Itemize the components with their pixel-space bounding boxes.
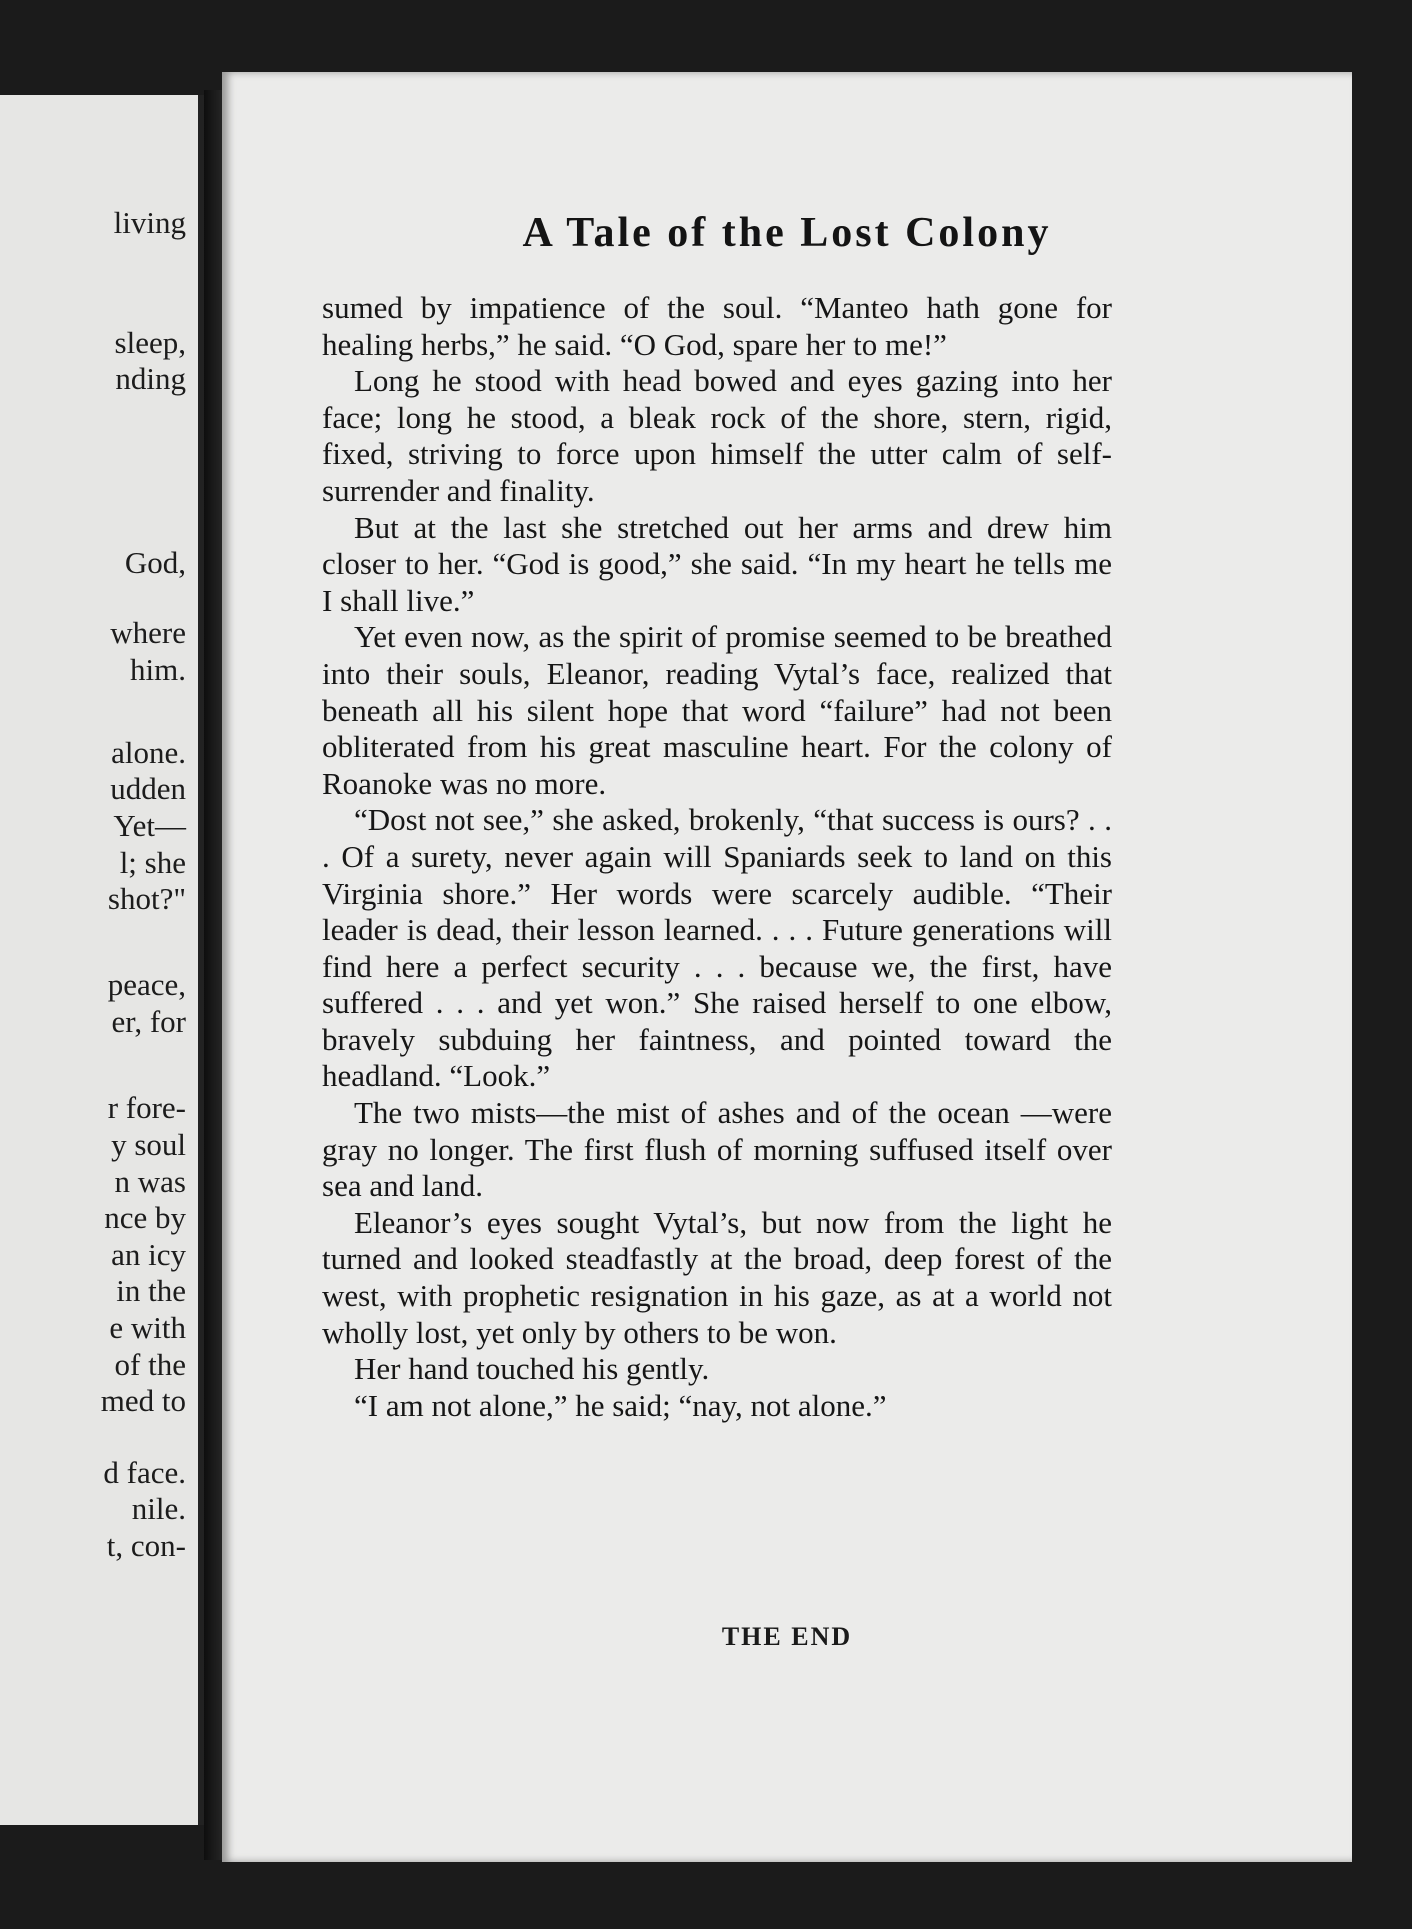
left-page-line: nile. bbox=[131, 1491, 186, 1526]
left-page-line: r fore- bbox=[107, 1090, 186, 1125]
left-facing-page bbox=[0, 95, 204, 1825]
paragraph: “Dost not see,” she asked, brokenly, “that success is ours? . . . Of a surety, never again will Spaniards seek to land on this Virginia shore.” Her words were scarcely audible. “Their leader is dead, their lesson learned. . . . Future generations will find here a perfect security . . . because we, the first, have suffered . . . and yet won.” She raised herself to one elbow, bravely subduing her faintness, and pointed toward the headland. “Look.” bbox=[322, 802, 1112, 1094]
left-page-line: God, bbox=[124, 545, 186, 580]
body-text bbox=[322, 290, 1112, 1424]
paragraph: Long he stood with head bowed and eyes gazing into her face; long he stood, a bleak rock of the shore, stern, rigid, fixed, striving to force upon himself the utter calm of self-surrender and finality. bbox=[322, 363, 1112, 508]
paragraph: Her hand touched his gently. bbox=[354, 1351, 710, 1387]
left-page-line: udden bbox=[110, 771, 186, 806]
left-page-line: d face. bbox=[103, 1455, 186, 1490]
paragraph: The two mists—the mist of ashes and of the ocean —were gray no longer. The first flush of morning suffused itself over sea and land. bbox=[322, 1095, 1112, 1204]
paragraph: But at the last she stretched out her arms and drew him closer to her. “God is good,” she said. “In my heart he tells me I shall live.” bbox=[322, 509, 1112, 618]
left-page-line: sleep, bbox=[114, 325, 186, 360]
left-page-line: peace, bbox=[107, 967, 186, 1002]
end-marker: THE END bbox=[721, 1622, 853, 1651]
left-page-line: med to bbox=[100, 1383, 186, 1418]
running-header: A Tale of the Lost Colony bbox=[522, 210, 1052, 256]
left-page-line: him. bbox=[130, 652, 186, 687]
left-page-line: shot?" bbox=[107, 881, 186, 916]
left-page-line: nce by bbox=[104, 1200, 186, 1235]
paragraph: Yet even now, as the spirit of promise seemed to be breathed into their souls, Eleanor, reading Vytal’s face, realized that beneath all his silent hope that word “failure” had not been obliterated from his great masculine heart. For the colony of Roanoke was no more. bbox=[322, 619, 1112, 801]
paragraph: Eleanor’s eyes sought Vytal’s, but now from the light he turned and looked steadfastly at the broad, deep forest of the west, with prophetic resignation in his gaze, as at a world not wholly lost, yet only by others to be won. bbox=[322, 1204, 1112, 1350]
left-page-line: of the bbox=[114, 1347, 186, 1382]
left-page-line: Yet— bbox=[113, 808, 186, 843]
left-page-line: e with bbox=[109, 1310, 186, 1345]
left-page-line: nding bbox=[115, 361, 186, 396]
left-page-line: n was bbox=[114, 1164, 186, 1199]
left-page-line: l; she bbox=[119, 845, 186, 880]
left-page-line: er, for bbox=[111, 1004, 186, 1039]
left-page-line: in the bbox=[116, 1273, 186, 1308]
paragraph: “I am not alone,” he said; “nay, not alone.” bbox=[354, 1387, 887, 1423]
left-page-line: alone. bbox=[111, 735, 186, 770]
left-page-line: t, con- bbox=[106, 1528, 186, 1563]
left-page-line: an icy bbox=[111, 1237, 186, 1272]
paragraph: sumed by impatience of the soul. “Manteo hath gone for healing herbs,” he said. “O God, spare her to me!” bbox=[322, 290, 1112, 362]
left-page-line: living bbox=[113, 205, 186, 240]
left-page-line: y soul bbox=[111, 1127, 186, 1162]
left-page-line: where bbox=[110, 615, 186, 650]
main-page bbox=[222, 72, 1352, 1862]
